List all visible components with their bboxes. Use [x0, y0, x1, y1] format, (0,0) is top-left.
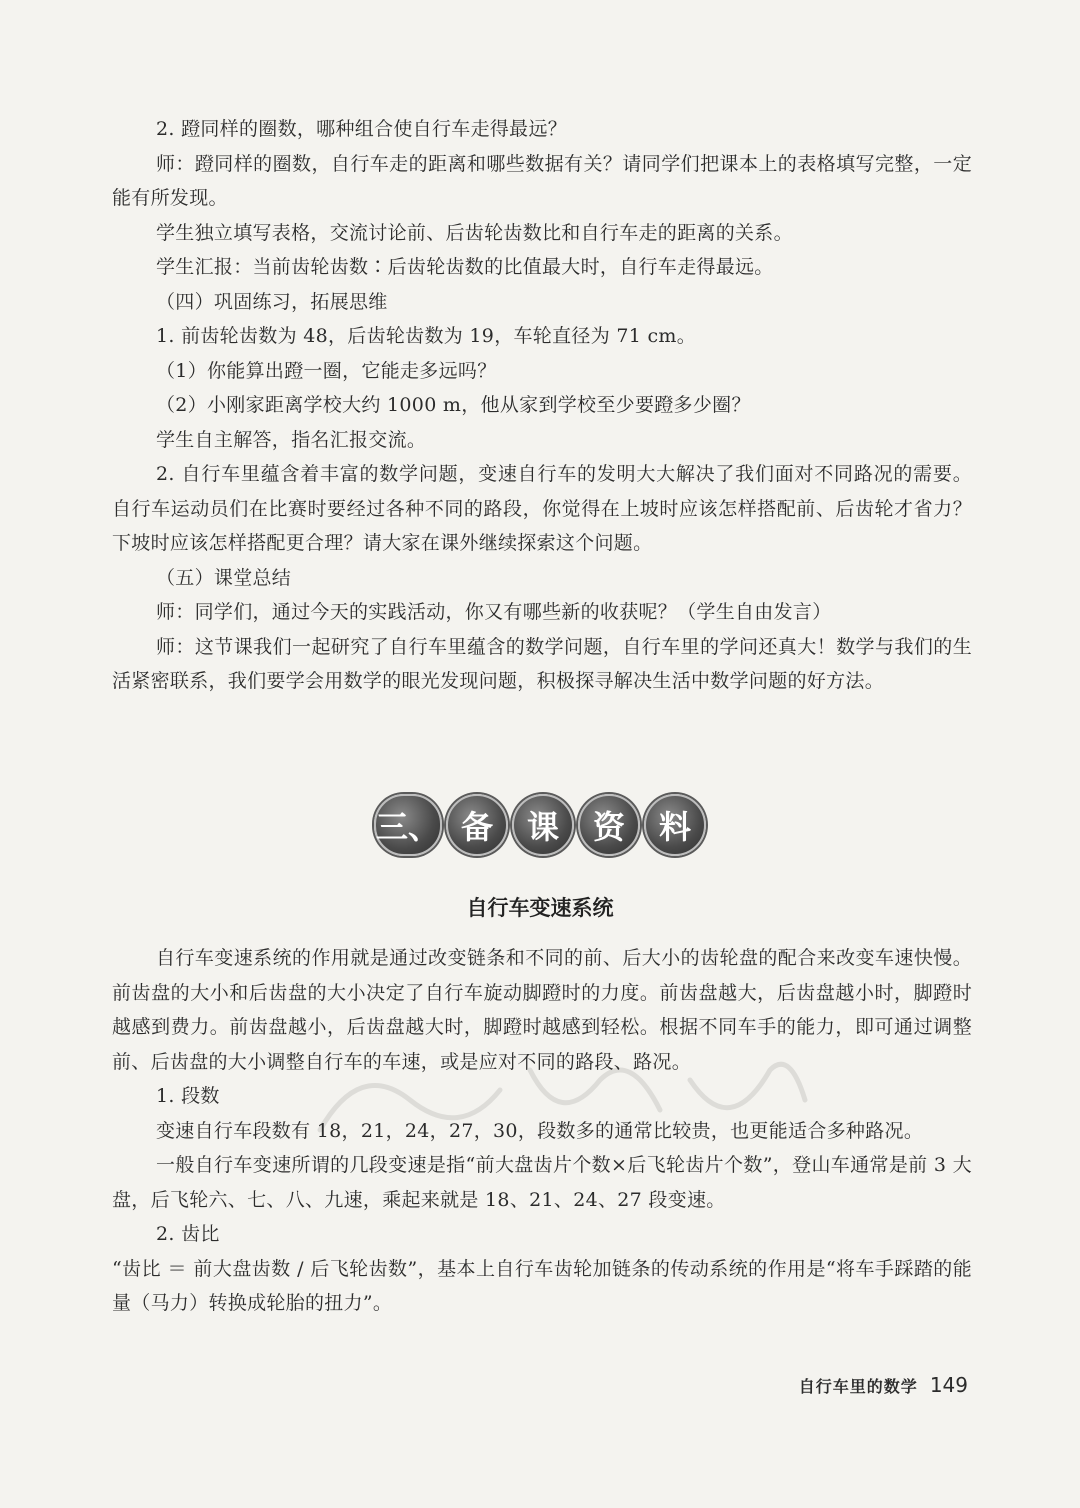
heading-char-circle: 三、 — [374, 794, 442, 856]
subsection-heading: 1. 段数 — [156, 1085, 220, 1107]
paragraph: 师：这节课我们一起研究了自行车里蕴含的数学问题，自行车里的学问还真大！数学与我们的生活紧密联系，我们要学会用数学的眼光发现问题，积极探寻解决生活中数学问题的好方法。 — [112, 635, 972, 692]
paragraph: （2）小刚家距离学校大约 1000 m，他从家到学校至少要蹬多少圈？ — [156, 394, 751, 416]
section-heading-badge — [0, 792, 1080, 858]
page-number: 149 — [929, 1373, 968, 1397]
paragraph: 2. 蹬同样的圈数，哪种组合使自行车走得最远？ — [156, 118, 568, 140]
paragraph: 2. 自行车里蕴含着丰富的数学问题，变速自行车的发明大大解决了我们面对不同路况的需要。自行车运动员们在比赛时要经过各种不同的路段，你觉得在上坡时应该怎样搭配前、后齿轮才省力？下坡时应该怎样搭配更合理？请大家在课外继续探索这个问题。 — [112, 463, 972, 554]
paragraph: 师：蹬同样的圈数，自行车走的距离和哪些数据有关？请同学们把课本上的表格填写完整，一定能有所发现。 — [112, 152, 972, 209]
heading-char-circle: 备 — [446, 794, 508, 856]
subsection-heading: （四）巩固练习，拓展思维 — [156, 290, 388, 313]
footer-title: 自行车里的数学 — [798, 1377, 918, 1396]
paragraph: 一般自行车变速所谓的几段变速是指“前大盘齿片个数×后飞轮齿片个数”，登山车通常是前 3 大盘，后飞轮六、七、八、九速，乘起来就是 18、21、24、27 段变速。 — [112, 1154, 972, 1211]
paragraph: 学生自主解答，指名汇报交流。 — [156, 428, 427, 451]
paragraph: 自行车变速系统的作用就是通过改变链条和不同的前、后大小的齿轮盘的配合来改变车速快慢。前齿盘的大小和后齿盘的大小决定了自行车旋动脚蹬时的力度。前齿盘越大，后齿盘越小时，脚蹬时越感到费力。前齿盘越小，后齿盘越大时，脚蹬时越感到轻松。根据不同车手的能力，即可通过调整前、后齿盘的大小调整自行车的车速，或是应对不同的路段、路况。 — [112, 947, 972, 1073]
paragraph: 变速自行车段数有 18，21，24，27，30，段数多的通常比较贵，也更能适合多种路况。 — [156, 1119, 924, 1142]
subsection-heading: 2. 齿比 — [156, 1223, 220, 1245]
lesson-text-block — [112, 112, 972, 699]
page-footer — [799, 1373, 968, 1397]
heading-char-circle: 资 — [578, 794, 640, 856]
paragraph: （1）你能算出蹬一圈，它能走多远吗？ — [156, 359, 497, 382]
paragraph: 1. 前齿轮齿数为 48，后齿轮齿数为 19，车轮直径为 71 cm。 — [156, 325, 697, 347]
paragraph: 学生汇报：当前齿轮齿数∶后齿轮齿数的比值最大时，自行车走得最远。 — [156, 256, 774, 278]
article-text-block — [112, 941, 972, 1321]
heading-char-circle: 料 — [644, 794, 706, 856]
heading-char-circle: 课 — [512, 794, 574, 856]
subsection-heading: （五）课堂总结 — [156, 566, 292, 589]
article-title: 自行车变速系统 — [466, 896, 614, 920]
paragraph: 师：同学们，通过今天的实践活动，你又有哪些新的收获呢？（学生自由发言） — [156, 601, 832, 623]
paragraph: “齿比 ＝ 前大盘齿数 / 后飞轮齿数”，基本上自行车齿轮加链条的传动系统的作用是“将车手踩踏的能量（马力）转换成轮胎的扭力”。 — [112, 1257, 972, 1314]
paragraph: 学生独立填写表格，交流讨论前、后齿轮齿数比和自行车走的距离的关系。 — [156, 221, 793, 244]
